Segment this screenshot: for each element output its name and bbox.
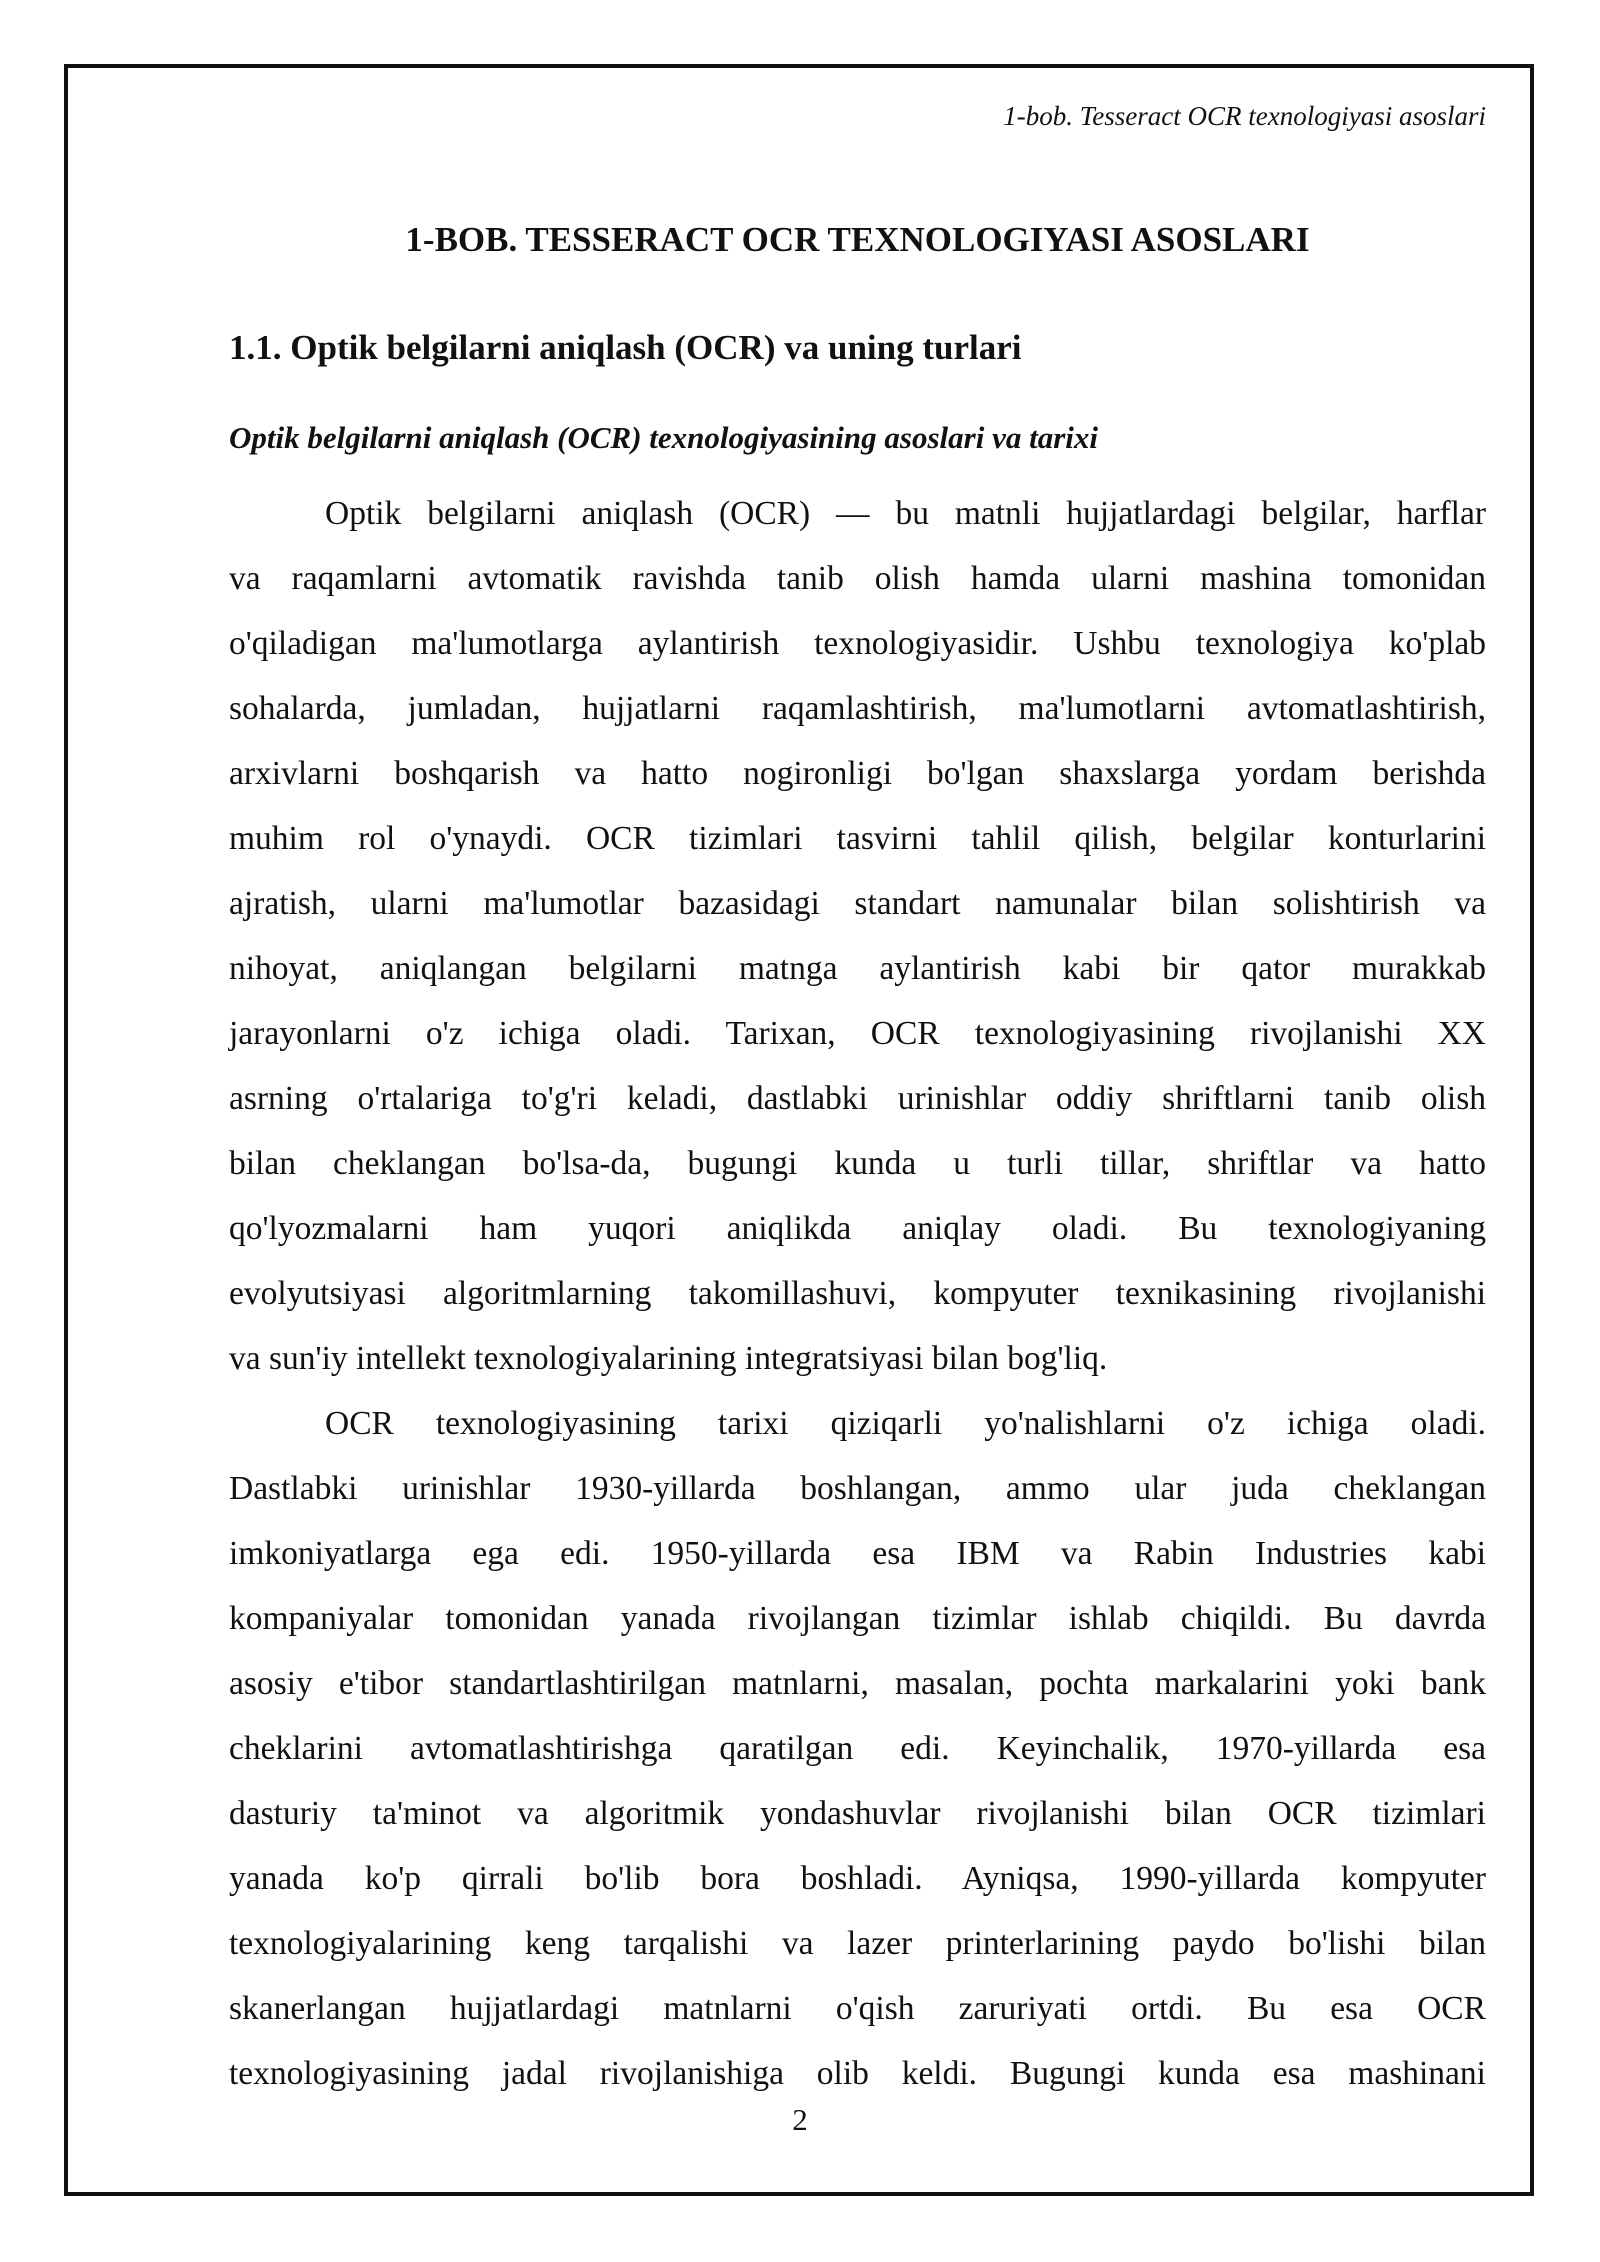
subsection-title: Optik belgilarni aniqlash (OCR) texnologiyasining asoslari va tarixi: [229, 420, 1098, 455]
section-title: 1.1. Optik belgilarni aniqlash (OCR) va uning turlari: [229, 328, 1022, 367]
running-header: 1-bob. Tesseract OCR texnologiyasi asoslari: [1003, 101, 1486, 131]
paragraph-line: imkoniyatlarga ega edi. 1950-yillarda esa IBM va Rabin Industries kabi: [229, 1535, 1486, 1572]
paragraph-line: dasturiy ta'minot va algoritmik yondashuvlar rivojlanishi bilan OCR tizimlari: [229, 1795, 1486, 1832]
paragraph-line: ajratish, ularni ma'lumotlar bazasidagi standart namunalar bilan solishtirish va: [229, 885, 1486, 922]
paragraph-line: muhim rol o'ynaydi. OCR tizimlari tasvirni tahlil qilish, belgilar konturlarini: [229, 820, 1486, 857]
paragraph-line: qo'lyozmalarni ham yuqori aniqlikda aniqlay oladi. Bu texnologiyaning: [229, 1210, 1486, 1247]
paragraph-line: evolyutsiyasi algoritmlarning takomillashuvi, kompyuter texnikasining rivojlanishi: [229, 1275, 1486, 1312]
paragraph-line: o'qiladigan ma'lumotlarga aylantirish texnologiyasidir. Ushbu texnologiya ko'plab: [229, 625, 1486, 662]
paragraph-2: [229, 1391, 1486, 2106]
paragraph-line: bilan cheklangan bo'lsa-da, bugungi kunda u turli tillar, shriftlar va hatto: [229, 1145, 1486, 1182]
paragraph-line: skanerlangan hujjatlardagi matnlarni o'qish zaruriyati ortdi. Bu esa OCR: [229, 1990, 1486, 2027]
paragraph-line: yanada ko'p qirrali bo'lib bora boshladi. Ayniqsa, 1990-yillarda kompyuter: [229, 1860, 1486, 1897]
paragraph-line: arxivlarni boshqarish va hatto nogironligi bo'lgan shaxslarga yordam berishda: [229, 755, 1486, 792]
chapter-title: 1-BOB. TESSERACT OCR TEXNOLOGIYASI ASOSLARI: [405, 220, 1310, 259]
paragraph-1: [229, 481, 1486, 1391]
paragraph-line: cheklarini avtomatlashtirishga qaratilgan edi. Keyinchalik, 1970-yillarda esa: [229, 1730, 1486, 1767]
paragraph-line: jarayonlarni o'z ichiga oladi. Tarixan, OCR texnologiyasining rivojlanishi XX: [229, 1015, 1486, 1052]
paragraph-line: va raqamlarni avtomatik ravishda tanib olish hamda ularni mashina tomonidan: [229, 560, 1486, 597]
paragraph-line: asrning o'rtalariga to'g'ri keladi, dastlabki urinishlar oddiy shriftlarni tanib olish: [229, 1080, 1486, 1117]
paragraph-line: Dastlabki urinishlar 1930-yillarda boshlangan, ammo ular juda cheklangan: [229, 1470, 1486, 1507]
page-number: 2: [792, 2102, 808, 2137]
paragraph-line: texnologiyalarining keng tarqalishi va lazer printerlarining paydo bo'lishi bilan: [229, 1925, 1486, 1962]
paragraph-line: Optik belgilarni aniqlash (OCR) — bu matnli hujjatlardagi belgilar, harflar: [325, 495, 1486, 532]
paragraph-line: texnologiyasining jadal rivojlanishiga olib keldi. Bugungi kunda esa mashinani: [229, 2055, 1486, 2092]
paragraph-line: OCR texnologiyasining tarixi qiziqarli yo'nalishlarni o'z ichiga oladi.: [325, 1405, 1486, 1442]
paragraph-line: asosiy e'tibor standartlashtirilgan matnlarni, masalan, pochta markalarini yoki bank: [229, 1665, 1486, 1702]
paragraph-line: sohalarda, jumladan, hujjatlarni raqamlashtirish, ma'lumotlarni avtomatlashtirish,: [229, 690, 1486, 727]
paragraph-line: nihoyat, aniqlangan belgilarni matnga aylantirish kabi bir qator murakkab: [229, 950, 1486, 987]
paragraph-line: va sun'iy intellekt texnologiyalarining integratsiyasi bilan bog'liq.: [229, 1340, 1108, 1377]
paragraph-line: kompaniyalar tomonidan yanada rivojlangan tizimlar ishlab chiqildi. Bu davrda: [229, 1600, 1486, 1637]
